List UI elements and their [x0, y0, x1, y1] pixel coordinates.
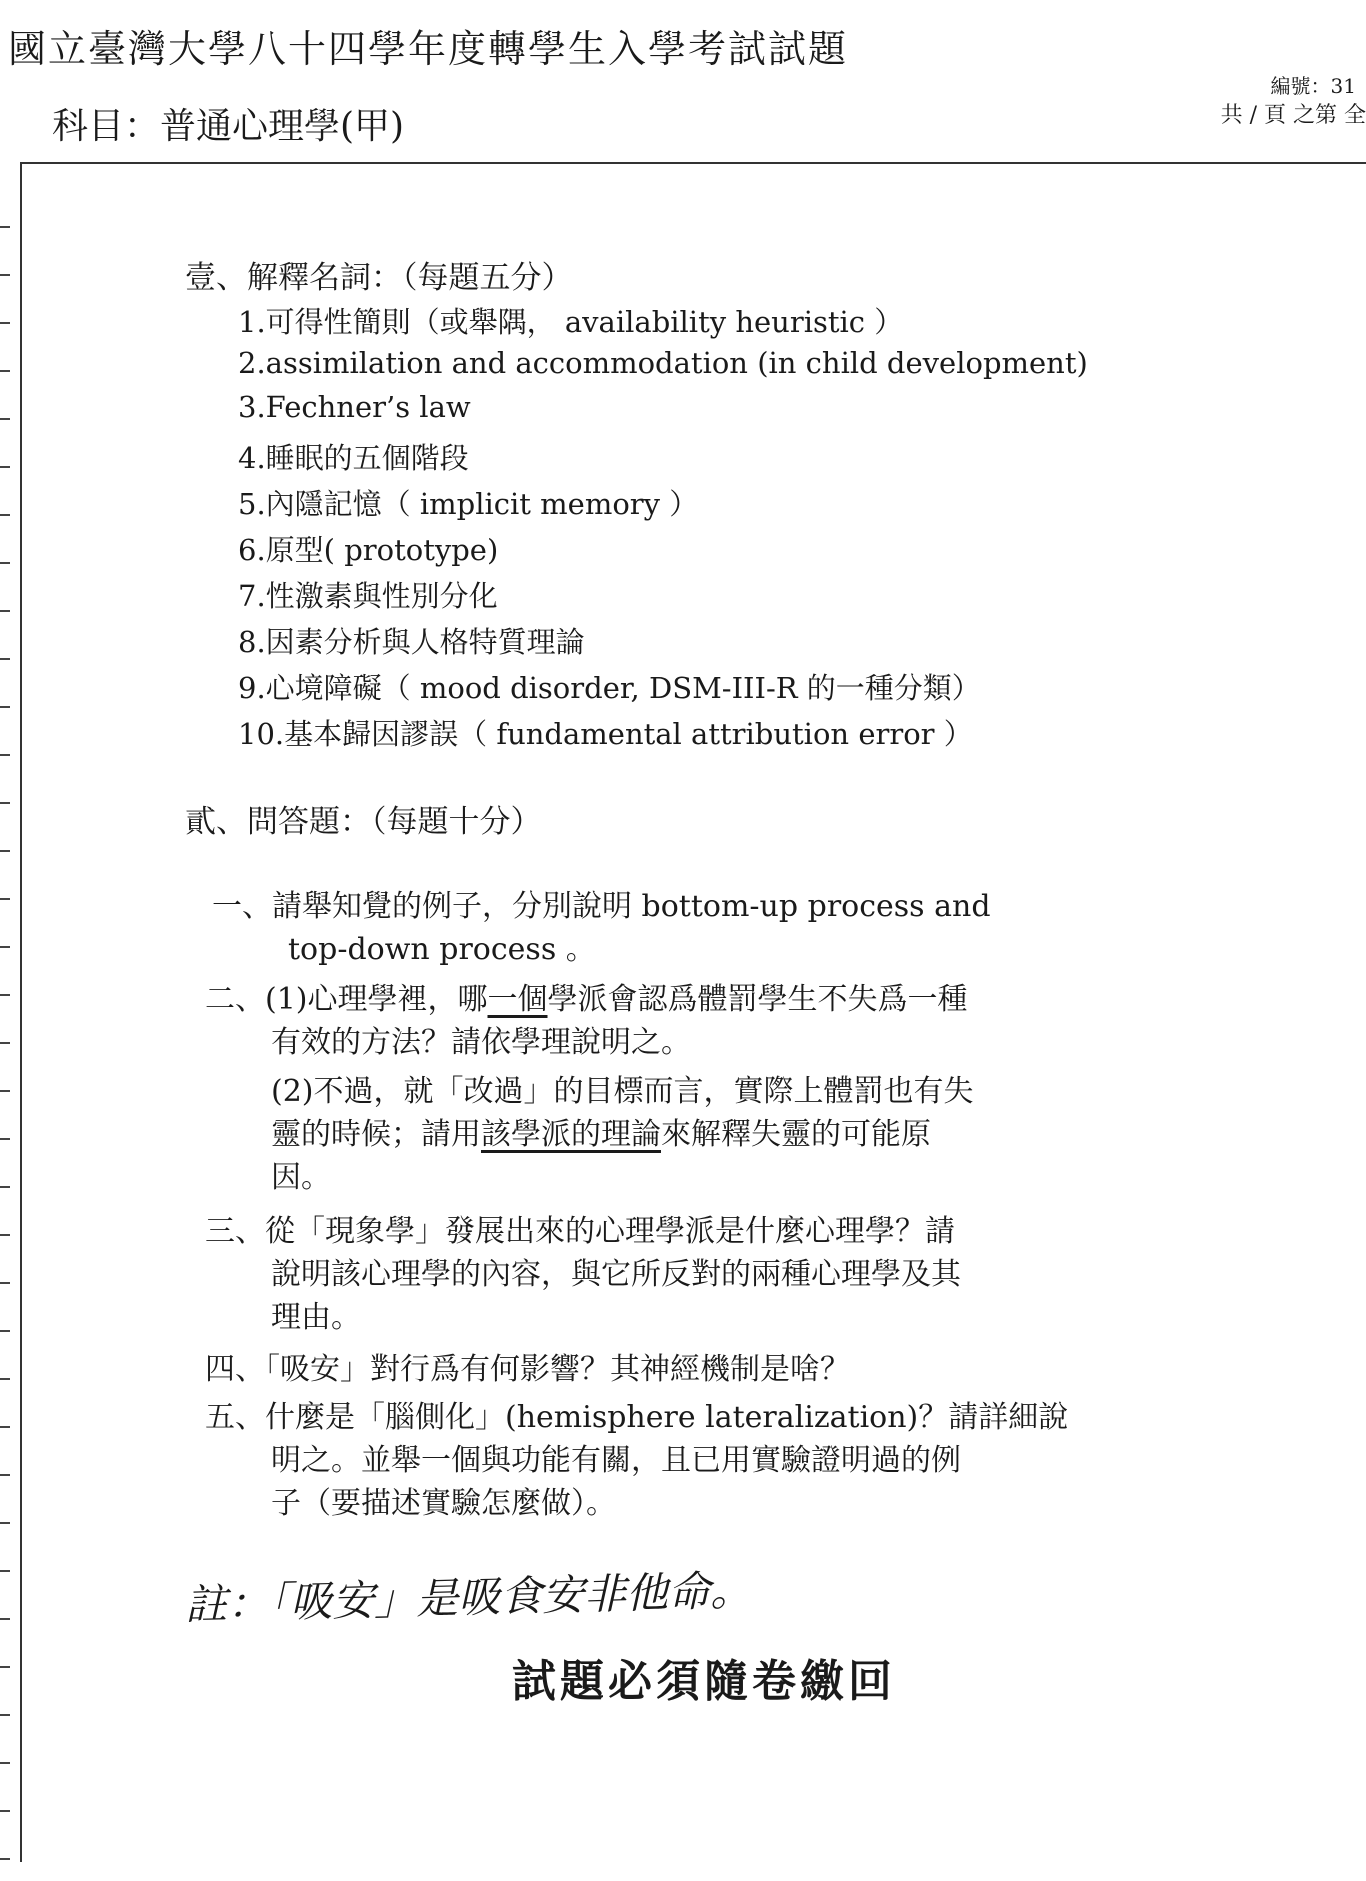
- term-item: 4.睡眠的五個階段: [238, 441, 469, 475]
- term-item: 6.原型( prototype): [238, 533, 499, 567]
- section1-heading: 壹、解釋名詞：（每題五分）: [185, 260, 573, 296]
- question-line: top-down process 。: [288, 932, 596, 967]
- underlined-text: 一個: [487, 982, 548, 1017]
- return-exam-stamp: 試題必須隨卷繳回: [512, 1656, 896, 1707]
- term-item: 5.內隱記憶（ implicit memory ）: [238, 487, 699, 521]
- question-3: [205, 1210, 961, 1339]
- question-4: [205, 1348, 850, 1391]
- question-line: 有效的方法？請依學理說明之。: [271, 1025, 691, 1060]
- question-line: 三、從「現象學」發展出來的心理學派是什麼心理學？請: [205, 1214, 955, 1249]
- underlined-text: 該學派的理論: [481, 1117, 661, 1152]
- question-line: [205, 978, 974, 1021]
- term-item: 7.性激素與性別分化: [238, 579, 498, 613]
- handwritten-note: 註：「吸安」是吸食安非他命。: [184, 1565, 753, 1630]
- section2-heading: 貳、問答題：（每題十分）: [185, 804, 542, 840]
- question-line: 五、什麼是「腦側化」(hemisphere lateralization)？請詳細說: [205, 1400, 1069, 1435]
- question-line: 四、「吸安」對行爲有何影響？其神經機制是啥？: [205, 1352, 850, 1387]
- question-text: 靈的時候；請用: [271, 1117, 481, 1152]
- question-text: 二、(1)心理學裡，哪: [205, 982, 488, 1017]
- question-line: [205, 1113, 974, 1156]
- question-5: [205, 1396, 1068, 1525]
- question-line: 子（要描述實驗怎麼做）。: [271, 1486, 616, 1521]
- question-1: [212, 885, 991, 971]
- page-count: 共 / 頁 之第 全: [1220, 103, 1366, 128]
- question-line: 說明該心理學的內容，與它所反對的兩種心理學及其: [271, 1257, 961, 1292]
- question-text: 學派會認爲體罰學生不失爲一種: [547, 982, 968, 1017]
- binding-tick-marks: [0, 180, 10, 1860]
- exam-title: 國立臺灣大學八十四學年度轉學生入學考試試題: [8, 27, 849, 71]
- term-item: 8.因素分析與人格特質理論: [238, 625, 585, 659]
- term-item: 3.Fechner’s law: [238, 390, 471, 424]
- exam-code: 編號：31: [1270, 74, 1356, 98]
- exam-subject: 科目：普通心理學(甲): [52, 106, 405, 147]
- question-line: (2)不過，就「改過」的目標而言，實際上體罰也有失: [271, 1074, 974, 1109]
- question-line: 理由。: [271, 1300, 361, 1335]
- term-item: 9.心境障礙（ mood disorder, DSM-III-R 的一種分類）: [238, 671, 981, 705]
- question-line: 明之。並舉一個與功能有關，且已用實驗證明過的例: [271, 1443, 961, 1478]
- question-line: 一、請舉知覺的例子，分別說明 bottom-up process and: [212, 889, 991, 924]
- question-text: 來解釋失靈的可能原: [661, 1117, 931, 1152]
- term-item: 1.可得性簡則（或舉隅， availability heuristic ）: [238, 305, 904, 339]
- question-2: [205, 978, 974, 1199]
- question-line: 因。: [271, 1160, 331, 1195]
- term-item: 10.基本歸因謬誤（ fundamental attribution error ）: [238, 717, 973, 751]
- term-item: 2.assimilation and accommodation (in child development): [238, 346, 1088, 380]
